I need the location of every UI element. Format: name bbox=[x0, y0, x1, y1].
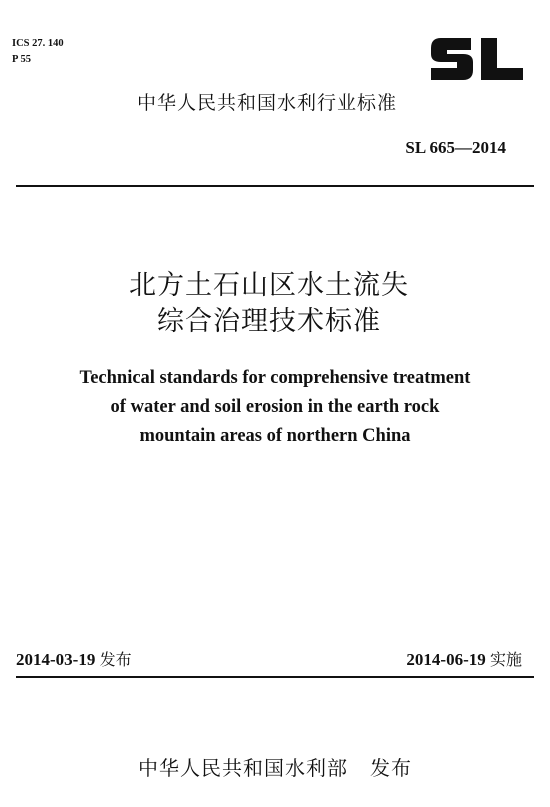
issue-date: 2014-03-19 bbox=[16, 650, 96, 669]
english-title-line-3: mountain areas of northern China bbox=[139, 426, 411, 446]
p-code: P 55 bbox=[12, 54, 31, 65]
publisher-name: 中华人民共和国水利部 bbox=[137, 756, 348, 780]
chinese-title-line-1: 北方土石山区水土流失 bbox=[129, 270, 409, 301]
top-divider bbox=[16, 185, 534, 187]
issuer-text: 中华人民共和国水利行业标准 bbox=[136, 92, 397, 114]
issue-date-block bbox=[16, 647, 132, 670]
ics-code: ICS 27. 140 bbox=[12, 38, 64, 49]
bottom-divider bbox=[16, 676, 534, 678]
english-title bbox=[0, 364, 550, 451]
issuer-heading bbox=[0, 88, 550, 115]
publisher-line bbox=[0, 752, 550, 781]
standard-number: SL 665—2014 bbox=[405, 138, 506, 157]
sl-logo bbox=[427, 30, 527, 86]
issue-label: 发布 bbox=[99, 650, 132, 669]
effective-date-block bbox=[406, 647, 522, 670]
chinese-title bbox=[0, 268, 550, 340]
publish-label: 发布 bbox=[370, 756, 413, 780]
effective-label: 实施 bbox=[489, 650, 522, 669]
chinese-title-line-2: 综合治理技术标准 bbox=[157, 306, 381, 337]
classification-codes bbox=[12, 36, 64, 68]
sl-logo-s bbox=[431, 38, 473, 80]
english-title-line-1: Technical standards for comprehensive treatment bbox=[79, 368, 471, 388]
effective-date: 2014-06-19 bbox=[406, 650, 486, 669]
sl-logo-l bbox=[481, 38, 523, 80]
english-title-line-2: of water and soil erosion in the earth rock bbox=[110, 397, 440, 417]
